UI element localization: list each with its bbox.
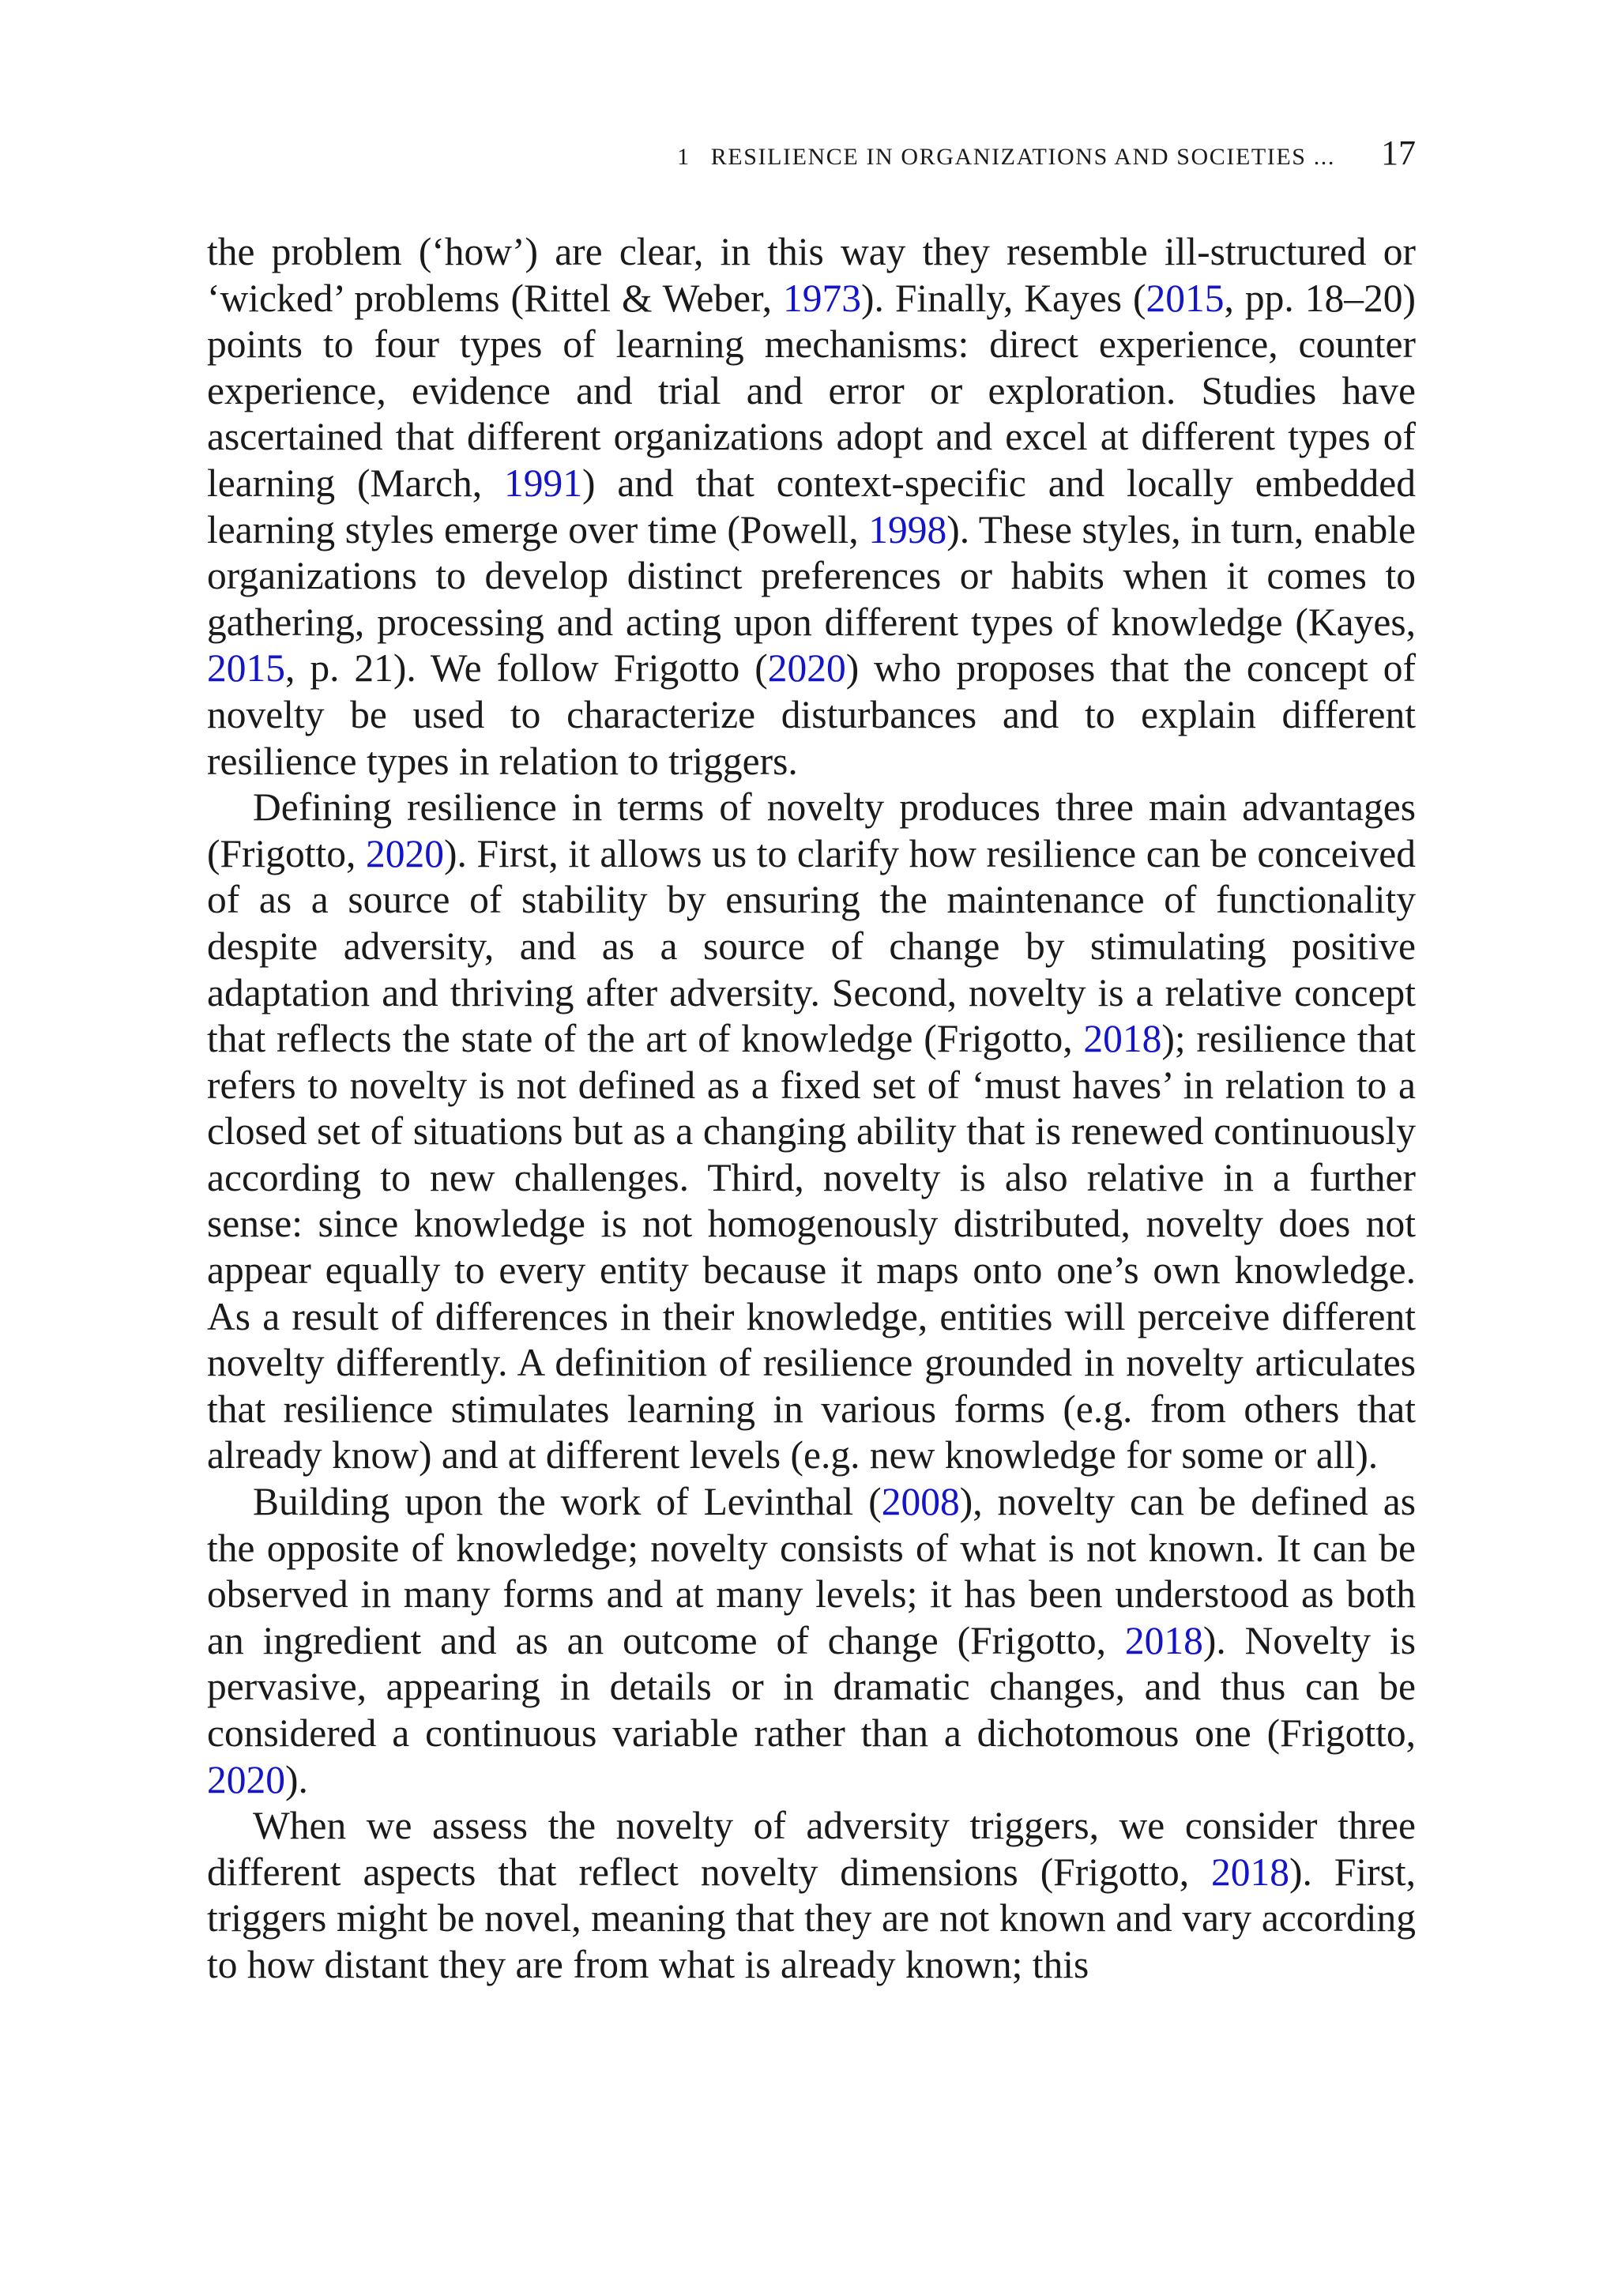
chapter-number: 1 bbox=[677, 144, 690, 170]
paragraph-text: When we assess the novelty of adversity triggers, we consider three different aspects that reflect novelty dimensions (Frigotto, bbox=[207, 1804, 1416, 1894]
paragraph-text: ) who proposes that the concept of novelty be used to characterize disturbances and to explain different resilience types in relation to triggers. bbox=[207, 646, 1416, 783]
citation-link[interactable]: 1991 bbox=[503, 461, 582, 505]
paragraph bbox=[207, 229, 1416, 785]
citation-link[interactable]: 2018 bbox=[1124, 1618, 1203, 1662]
chapter-title: RESILIENCE IN ORGANIZATIONS AND SOCIETIES ... bbox=[710, 144, 1335, 170]
citation-link[interactable]: 2020 bbox=[207, 1757, 285, 1801]
paragraph-text: ) and that context-specific and locally embedded learning styles emerge over time (Powell, bbox=[207, 461, 1417, 551]
paragraph-text: the problem (‘how’) are clear, in this way they resemble ill-structured or ‘wicked’ problems (Rittel & Weber, bbox=[207, 230, 1416, 320]
paragraph-text: ), novelty can be defined as the opposite of knowledge; novelty consists of what is not known. It can be observed in many forms and at many levels; it has been understood as both an ingredient and as an outcome of change (Frigotto, bbox=[207, 1480, 1416, 1662]
paragraph-text: Building upon the work of Levinthal ( bbox=[253, 1480, 882, 1524]
citation-link[interactable]: 2020 bbox=[767, 646, 846, 691]
paragraph-text: ). bbox=[285, 1757, 308, 1801]
paragraph-text: ). These styles, in turn, enable organizations to develop distinct preferences or habits when it comes to gathering, processing and acting upon different types of knowledge (Kayes, bbox=[207, 507, 1417, 644]
citation-link[interactable]: 2018 bbox=[1211, 1850, 1290, 1894]
citation-link[interactable]: 2015 bbox=[207, 646, 285, 691]
paragraph-text: ). Finally, Kayes ( bbox=[860, 276, 1146, 320]
paragraph-text: , pp. 18–20) points to four types of learning mechanisms: direct experience, counter experience, evidence and trial and error or exploration. Studies have ascertained that different organizations adopt and excel at different types of learning (March, bbox=[207, 276, 1417, 505]
citation-link[interactable]: 2018 bbox=[1083, 1017, 1162, 1061]
paragraph-text: ); resilience that refers to novelty is not defined as a fixed set of ‘must haves’ in relation to a closed set of situations but as a changing ability that is renewed continuously according to new challenges. Third, novelty is also relative in a further sense: since knowledge is not homogenously distributed, novelty does not appear equally to every entity because it maps onto one’s own knowledge. As a result of differences in their knowledge, entities will perceive different novelty differently. A definition of resilience grounded in novelty articulates that resilience stimulates learning in various forms (e.g. from others that already know) and at different levels (e.g. new knowledge for some or all). bbox=[207, 1017, 1416, 1477]
paragraph-text: , p. 21). We follow Frigotto ( bbox=[285, 646, 768, 691]
paragraph-text: Defining resilience in terms of novelty produces three main advantages (Frigotto, bbox=[207, 785, 1416, 875]
running-head bbox=[207, 133, 1416, 173]
citation-link[interactable]: 1998 bbox=[868, 507, 947, 551]
citation-link[interactable]: 2008 bbox=[881, 1480, 960, 1524]
body-text bbox=[207, 229, 1416, 1989]
paragraph bbox=[207, 1803, 1416, 1988]
paragraph bbox=[207, 1479, 1416, 1803]
paragraph-text: ). Novelty is pervasive, appearing in details or in dramatic changes, and thus can be considered a continuous variable rather than a dichotomous one (Frigotto, bbox=[207, 1618, 1416, 1755]
page-number: 17 bbox=[1381, 134, 1416, 172]
citation-link[interactable]: 1973 bbox=[782, 276, 861, 320]
paragraph-text: ). First, triggers might be novel, meaning that they are not known and vary according to how distant they are from what is already known; this bbox=[207, 1850, 1416, 1986]
paragraph-text: ). First, it allows us to clarify how resilience can be conceived of as a source of stability by ensuring the maintenance of functionality despite adversity, and as a source of change by stimulating positive adaptation and thriving after adversity. Second, novelty is a relative concept that reflects the state of the art of knowledge (Frigotto, bbox=[207, 831, 1416, 1061]
citation-link[interactable]: 2015 bbox=[1146, 276, 1225, 320]
citation-link[interactable]: 2020 bbox=[365, 831, 444, 875]
paragraph bbox=[207, 785, 1416, 1479]
running-head-chapter bbox=[677, 144, 1335, 171]
